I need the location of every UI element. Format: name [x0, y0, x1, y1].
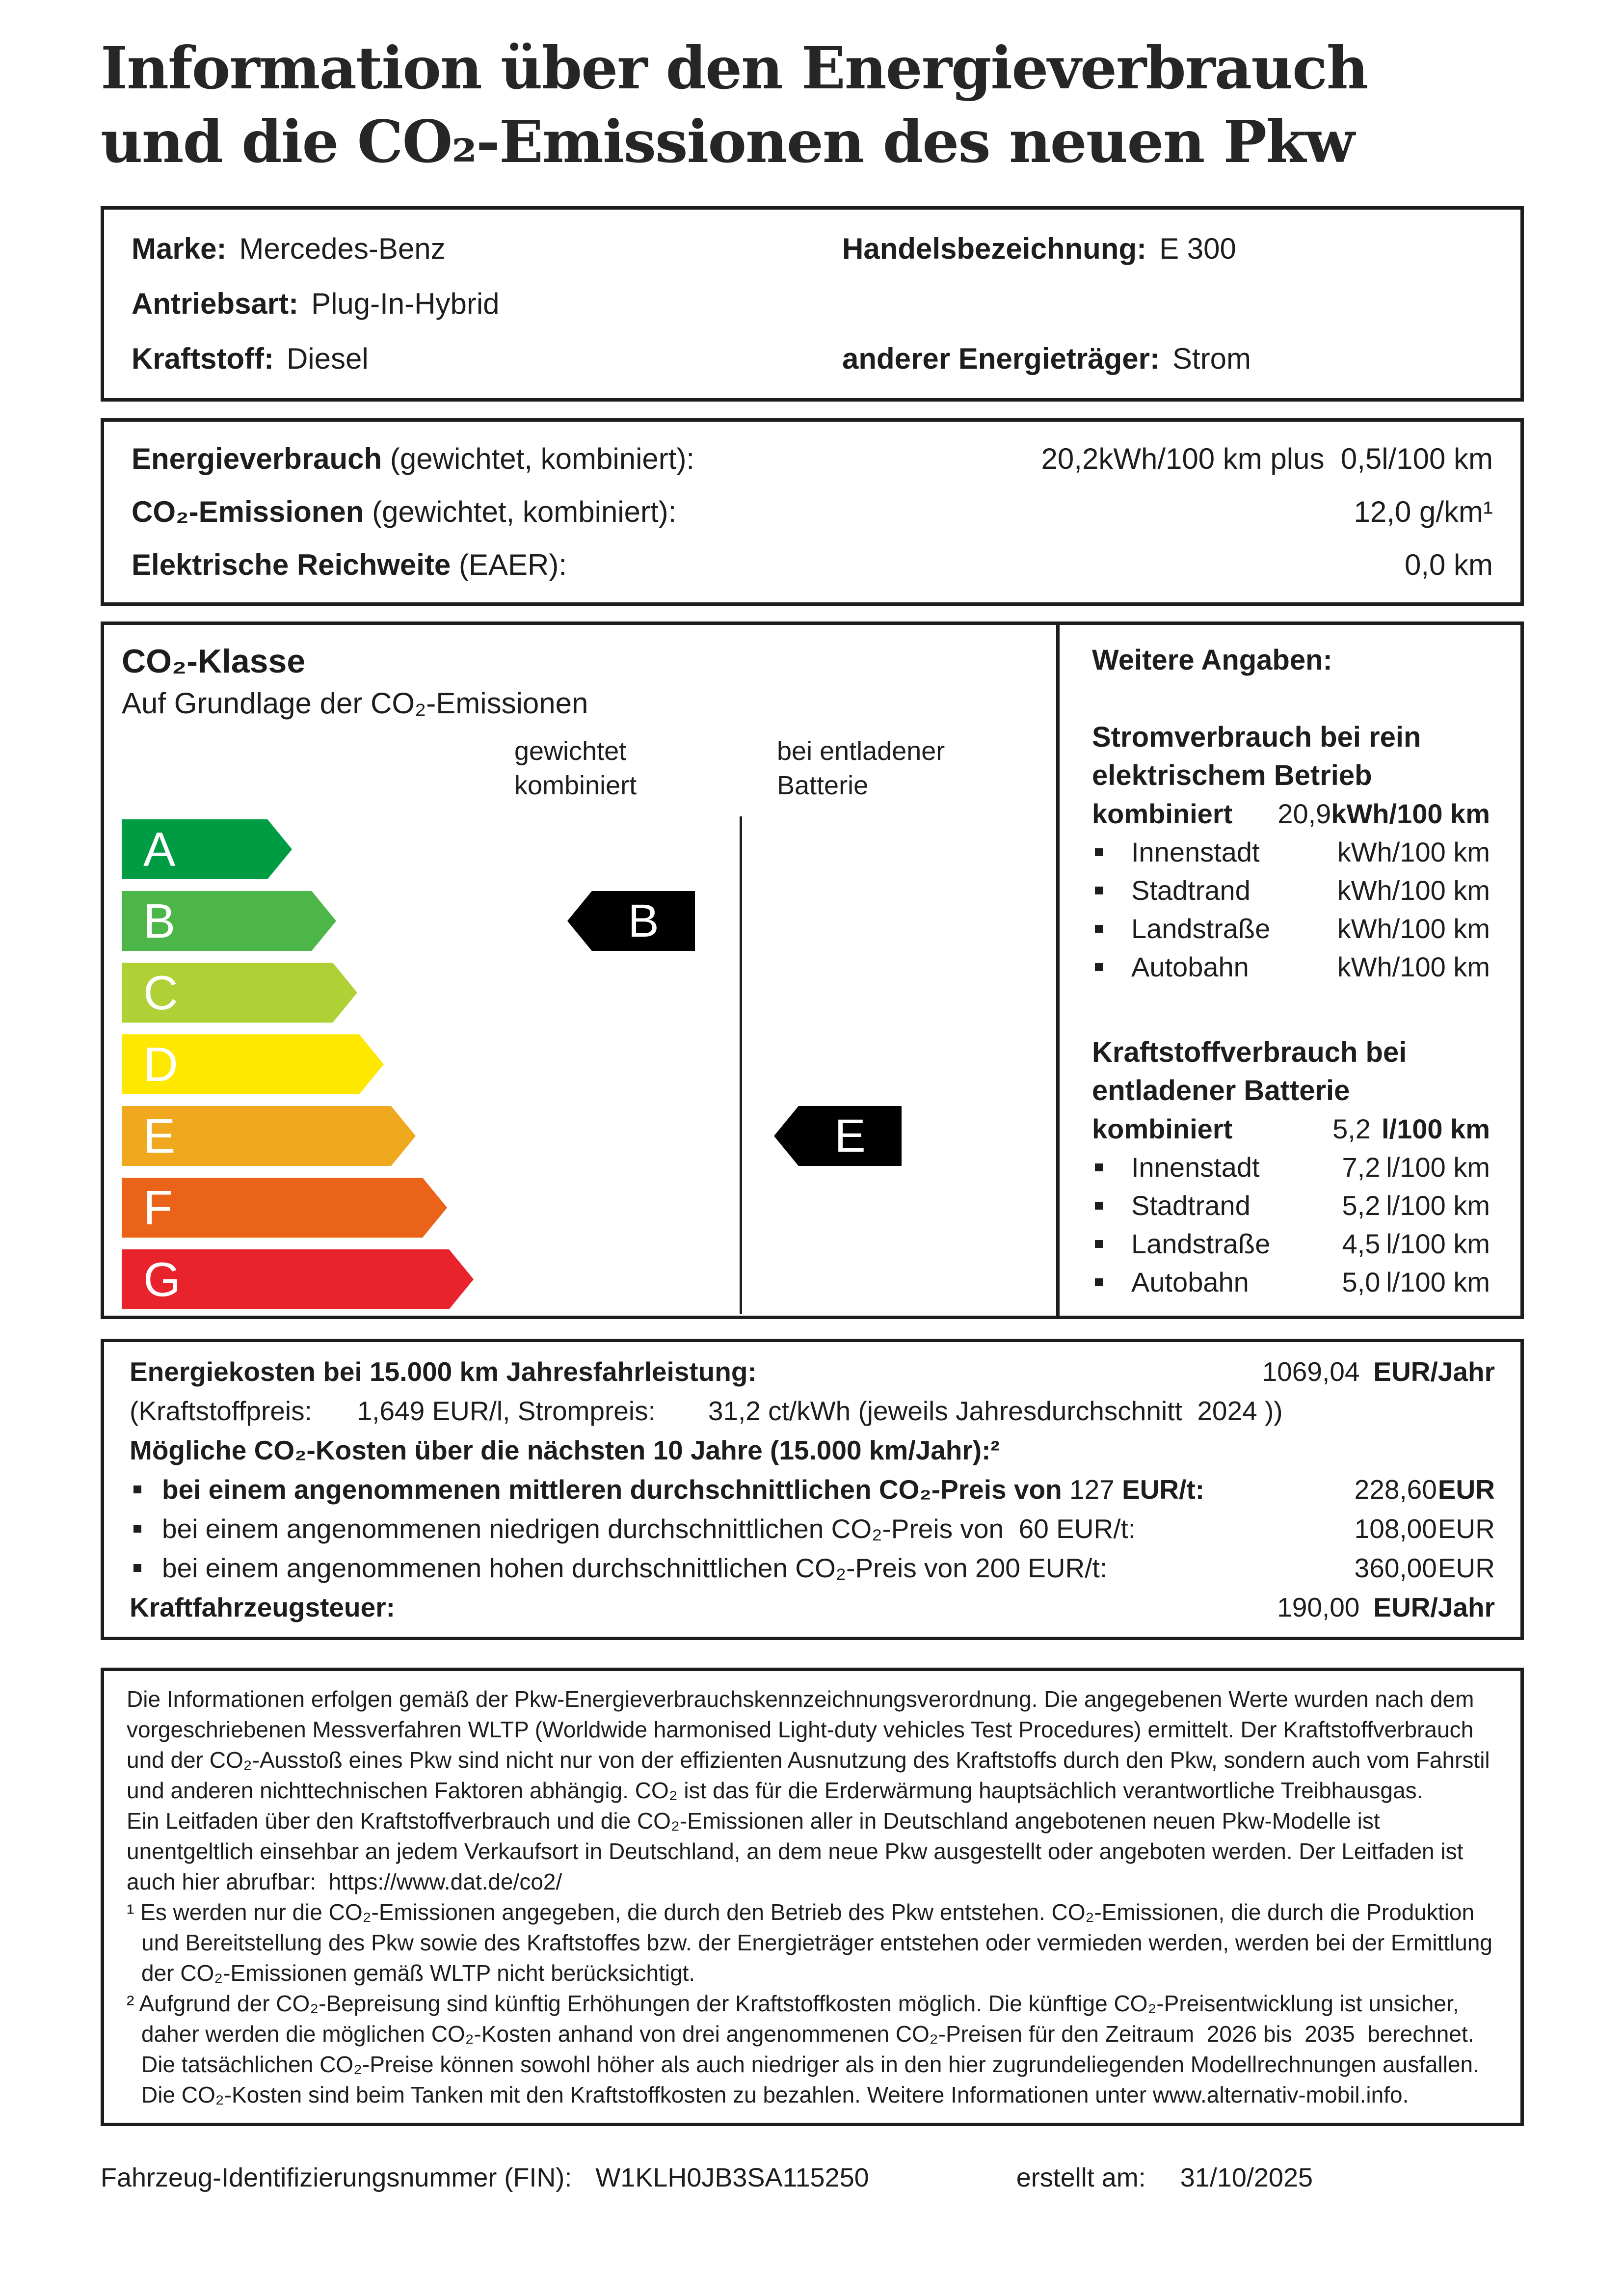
co2-price-hoch-value: 360,00 [1354, 1553, 1437, 1583]
bullet-square-icon [133, 1525, 141, 1533]
co2-price-niedrig-price: 60 [1004, 1513, 1057, 1544]
co2-price-hoch-currency: EUR [1437, 1553, 1495, 1583]
co2-price-row-mittel [130, 1470, 1495, 1509]
kraftstoff-innenstadt-value: 7,2 [1342, 1152, 1381, 1183]
strom-landstrasse-unit: kWh/100 km [1337, 913, 1490, 944]
co2-klasse-subtitle: Auf Grundlage der CO₂-Emissionen [122, 687, 588, 720]
strom-row-landstrasse [1092, 910, 1490, 948]
kraftstoff-landstrasse-value: 4,5 [1342, 1228, 1381, 1259]
bullet-square-icon [1095, 848, 1103, 856]
vehicle-info-box [101, 206, 1524, 402]
col-header-depleted [777, 734, 945, 803]
dat-co2-link[interactable]: https://www.dat.de/co2/ [328, 1869, 562, 1894]
strom-stadtrand-label: Stadtrand [1131, 875, 1251, 906]
vehicle-row-2 [132, 276, 1493, 331]
co2-emissionen-row [132, 486, 1493, 539]
col1-header-line1: gewichtet [514, 736, 627, 766]
bullet-square-icon [1095, 963, 1103, 971]
bullet-square-icon [133, 1486, 141, 1493]
kraftstoff-heading-line1: Kraftstoffverbrauch bei [1092, 1036, 1407, 1068]
strom-row-innenstadt [1092, 833, 1490, 871]
class-arrow-b [122, 891, 312, 951]
strom-row-stadtrand [1092, 871, 1490, 910]
strom-heading-line1: Stromverbrauch bei rein [1092, 721, 1421, 753]
page-title-line2: und die CO₂-Emissionen des neuen Pkw [101, 108, 1354, 176]
class-letter-e: E [143, 1108, 176, 1163]
kraftstoff-kombiniert-unit: l/100 km [1381, 1113, 1490, 1144]
kraftfahrzeugsteuer-unit: EUR/Jahr [1373, 1592, 1495, 1622]
kraftfahrzeugsteuer-value: 190,00 [1277, 1592, 1360, 1622]
kraftfahrzeugsteuer-label: Kraftfahrzeugsteuer: [130, 1592, 395, 1622]
kraftstoff-kombiniert-value: 5,2 [1332, 1113, 1371, 1144]
kraftstoffverbrauch-block [1092, 1033, 1490, 1301]
bullet-square-icon [1095, 1278, 1103, 1286]
class-arrow-a [122, 819, 267, 879]
marke-label: Marke: [132, 232, 227, 265]
column-divider-line [740, 816, 742, 1314]
class-letter-b: B [143, 893, 176, 948]
class-arrow-d [122, 1034, 359, 1094]
depleted-class-marker [798, 1106, 902, 1166]
bullet-square-icon [1095, 925, 1103, 933]
marke-value: Mercedes-Benz [239, 232, 446, 265]
stromverbrauch-block [1092, 718, 1490, 986]
class-letter-a: A [143, 822, 176, 876]
col-header-weighted [514, 734, 637, 803]
weitere-angaben-section [1056, 625, 1520, 1316]
kraftstoff-heading-line2: entladener Batterie [1092, 1075, 1350, 1107]
co2-price-mittel-unit-label: EUR/t: [1122, 1474, 1205, 1505]
page-title-line1: Information über den Energieverbrauch [101, 34, 1368, 102]
footnote-1: ¹ Es werden nur die CO₂-Emissionen angegeben, die durch den Betrieb des Pkw entstehen. CO₂-Emissionen, die durch die Produktion und Bereitstellung des Pkw sowie des Kraftstoffes bzw. der Energieträger entstehen oder vermieden werden, werden bei der Ermittlung der CO₂-Emissionen gemäß WLTP nicht berücksichtigt. [127, 1899, 1492, 1986]
co2-price-hoch-label: bei einem angenommenen hohen durchschnittlichen CO₂-Preis von [162, 1553, 968, 1583]
co2-price-niedrig-label: bei einem angenommenen niedrigen durchschnittlichen CO₂-Preis von [162, 1513, 1004, 1544]
energiekosten-unit: EUR/Jahr [1373, 1356, 1495, 1387]
bullet-square-icon [1095, 1163, 1103, 1171]
depleted-class-letter: E [834, 1109, 866, 1162]
energieverbrauch-row [132, 432, 1493, 486]
co2-price-mittel-currency: EUR [1437, 1474, 1495, 1505]
kraftstoffverbrauch-heading [1092, 1033, 1490, 1110]
handelsbezeichnung-cell [842, 221, 1493, 276]
kraftstoff-stadtrand-value: 5,2 [1342, 1190, 1381, 1221]
co2-class-section [104, 625, 1056, 1316]
class-arrow-g [122, 1249, 449, 1309]
strom-kombiniert-value: 20,9 [1277, 798, 1331, 829]
footnote-2-tail: . [1402, 2082, 1409, 2107]
co2-price-hoch-unit-label: EUR/t: [1028, 1553, 1108, 1583]
bullet-square-icon [133, 1564, 141, 1572]
co2-price-niedrig-unit-label: EUR/t: [1056, 1513, 1136, 1544]
kraftstoff-stadtrand-unit: l/100 km [1386, 1190, 1490, 1221]
kraftstoff-innenstadt-label: Innenstadt [1131, 1152, 1260, 1183]
empty-cell [842, 276, 1493, 331]
co2-price-niedrig-value: 108,00 [1354, 1513, 1437, 1544]
co2-class-box [101, 621, 1524, 1319]
kraftstoff-landstrasse-label: Landstraße [1131, 1228, 1271, 1259]
bullet-square-icon [1095, 1202, 1103, 1210]
footer [101, 2162, 1524, 2193]
co2-kosten-heading: Mögliche CO₂-Kosten über die nächsten 10 Jahre (15.000 km/Jahr):² [130, 1435, 1000, 1465]
col1-header-line2: kombiniert [514, 771, 637, 800]
co2-price-mittel-value: 228,60 [1354, 1474, 1437, 1505]
weighted-class-marker [592, 891, 695, 951]
kraftstoff-autobahn-unit: l/100 km [1386, 1267, 1490, 1297]
energietraeger-label: anderer Energieträger: [842, 342, 1160, 375]
kraftstoff-landstrasse-unit: l/100 km [1386, 1228, 1490, 1259]
strom-stadtrand-unit: kWh/100 km [1337, 875, 1490, 906]
class-letter-c: C [143, 965, 178, 1020]
kraftstoff-stadtrand-label: Stadtrand [1131, 1190, 1251, 1221]
strom-innenstadt-label: Innenstadt [1131, 837, 1260, 867]
co2-price-niedrig-currency: EUR [1437, 1513, 1495, 1544]
weighted-class-letter: B [628, 894, 659, 947]
kraftstoff-row-landstrasse [1092, 1225, 1490, 1263]
marke-cell [132, 221, 842, 276]
kraftstoff-autobahn-label: Autobahn [1131, 1267, 1249, 1297]
class-arrow-c [122, 963, 333, 1023]
co2-price-row-niedrig [130, 1509, 1495, 1548]
kraftstoff-row-innenstadt [1092, 1148, 1490, 1187]
strom-innenstadt-unit: kWh/100 km [1337, 837, 1490, 867]
weitere-angaben-title: Weitere Angaben: [1092, 644, 1332, 676]
class-arrow-f [122, 1178, 423, 1238]
co2-price-mittel-price: 127 [1062, 1474, 1122, 1505]
co2-emissionen-label-rest: (gewichtet, kombiniert): [364, 495, 677, 528]
col2-header-line1: bei entladener [777, 736, 945, 766]
kraftstoff-row-autobahn [1092, 1263, 1490, 1301]
col2-header-line2: Batterie [777, 771, 869, 800]
co2-emissionen-label: CO₂-Emissionen [132, 495, 364, 528]
energy-costs-box [101, 1339, 1524, 1640]
energiekosten-label: Energiekosten bei 15.000 km Jahresfahrleistung: [130, 1356, 757, 1387]
kraftstoff-label: Kraftstoff: [132, 342, 274, 375]
footnote-2-text: ² Aufgrund der CO₂-Bepreisung sind künftig Erhöhungen der Kraftstoffkosten möglich. Die künftige CO₂-Preisentwicklung ist unsicher, daher werden die möglichen CO₂-Kosten anhand von drei angenommenen CO₂-Preisen für den Zeitraum 2026 bis 2035 berechnet. Die tatsächlichen CO₂-Preise können sowohl höher als auch niedriger als in den hier zugrundeliegenden Modellrechnungen ausfallen. Die CO₂-Kosten sind beim Tanken mit den Kraftstoffkosten zu bezahlen. Weitere Informationen unter [127, 1991, 1486, 2107]
kraftstoff-cell [132, 331, 842, 386]
footnote-2 [127, 1988, 1498, 2110]
erstellt-am-label: erstellt am: [1016, 2163, 1146, 2192]
energietraeger-value: Strom [1172, 342, 1251, 375]
strom-autobahn-unit: kWh/100 km [1337, 951, 1490, 982]
reichweite-value: 0,0 km [1404, 548, 1493, 581]
fine-print-paragraph-2 [127, 1806, 1498, 1897]
erstellt-am-date: 31/10/2025 [1180, 2163, 1313, 2192]
scale-column-headers [122, 734, 1056, 810]
fine-print-paragraph-1: Die Informationen erfolgen gemäß der Pkw-Energieverbrauchskennzeichnungsverordnung. Die angegebenen Werte wurden nach dem vorgeschriebenen Messverfahren WLTP (Worldwide harmonised Light-duty vehicles Test Procedures) ermittelt. Der Kraftstoffverbrauch und der CO₂-Ausstoß eines Pkw sind nicht nur von der effizienten Ausnutzung des Kraftstoffs durch den Pkw, sondern auch vom Fahrstil und anderen nichttechnischen Faktoren abhängig. CO₂ ist das für die Erderwärmung hauptsächlich verantwortliche Treibhausgas. [127, 1686, 1490, 1803]
co2-emissionen-value: 12,0 g/km¹ [1354, 495, 1493, 528]
handelsbezeichnung-label: Handelsbezeichnung: [842, 232, 1147, 265]
energieverbrauch-label: Energieverbrauch [132, 442, 382, 475]
strom-autobahn-label: Autobahn [1131, 951, 1249, 982]
bullet-square-icon [1095, 887, 1103, 894]
price-line: (Kraftstoffpreis: 1,649 EUR/l, Strompreis: 31,2 ct/kWh (jeweils Jahresdurchschnitt 2024 )) [130, 1396, 1283, 1426]
strom-heading-line2: elektrischem Betrieb [1092, 759, 1372, 791]
class-arrow-e [122, 1106, 391, 1166]
kraftstoff-innenstadt-unit: l/100 km [1386, 1152, 1490, 1183]
co2-price-row-hoch [130, 1548, 1495, 1588]
energieverbrauch-label-rest: (gewichtet, kombiniert): [382, 442, 695, 475]
antriebsart-cell [132, 276, 842, 331]
stromverbrauch-heading [1092, 718, 1490, 795]
alternativ-mobil-link[interactable]: www.alternativ-mobil.info [1152, 2082, 1403, 2107]
energiekosten-value: 1069,04 [1262, 1356, 1360, 1387]
fin-label: Fahrzeug-Identifizierungsnummer (FIN): [101, 2163, 572, 2192]
kraftstoff-value: Diesel [286, 342, 369, 375]
strom-kombiniert-label: kombiniert [1092, 798, 1233, 829]
co2-price-mittel-label: bei einem angenommenen mittleren durchschnittlichen CO₂-Preis von [162, 1474, 1062, 1505]
co2-price-hoch-price: 200 [967, 1553, 1028, 1583]
antriebsart-value: Plug-In-Hybrid [311, 287, 500, 320]
vehicle-row-3 [132, 331, 1493, 386]
strom-landstrasse-label: Landstraße [1131, 913, 1271, 944]
kraftstoff-row-stadtrand [1092, 1187, 1490, 1225]
page-title [101, 31, 1524, 179]
reichweite-label-rest: (EAER): [451, 548, 567, 581]
energieverbrauch-value: 20,2kWh/100 km plus 0,5l/100 km [1041, 442, 1493, 475]
vehicle-row-1 [132, 221, 1493, 276]
co2-class-scale [122, 819, 1056, 1309]
fine-print-box [101, 1668, 1524, 2126]
energietraeger-cell [842, 331, 1493, 386]
consumption-box [101, 418, 1524, 606]
antriebsart-label: Antriebsart: [132, 287, 299, 320]
reichweite-row [132, 539, 1493, 592]
strom-kombiniert-row [1092, 795, 1490, 833]
kraftstoff-kombiniert-row [1092, 1110, 1490, 1148]
energiekosten-row [130, 1352, 1495, 1391]
reichweite-label: Elektrische Reichweite [132, 548, 451, 581]
class-letter-d: D [143, 1037, 178, 1091]
bullet-square-icon [1095, 1240, 1103, 1248]
fin-value: W1KLH0JB3SA115250 [595, 2163, 869, 2192]
co2-klasse-title: CO₂-Klasse [122, 643, 306, 680]
kraftstoff-autobahn-value: 5,0 [1342, 1267, 1381, 1297]
fine-print-paragraph-2-text: Ein Leitfaden über den Kraftstoffverbrauch und die CO₂-Emissionen aller in Deutschland angebotenen neuen Pkw-Modelle ist unentgeltlich einsehbar an jedem Verkaufsort in Deutschland, an dem neue Pkw ausgestellt oder angeboten werden. Der Leitfaden ist auch hier abrufbar: [127, 1808, 1470, 1894]
kraftstoff-kombiniert-label: kombiniert [1092, 1113, 1233, 1144]
strom-kombiniert-unit: kWh/100 km [1331, 798, 1490, 829]
handelsbezeichnung-value: E 300 [1159, 232, 1236, 265]
strom-row-autobahn [1092, 948, 1490, 986]
class-letter-f: F [143, 1180, 173, 1235]
class-letter-g: G [143, 1252, 181, 1306]
kraftfahrzeugsteuer-row [130, 1588, 1495, 1627]
